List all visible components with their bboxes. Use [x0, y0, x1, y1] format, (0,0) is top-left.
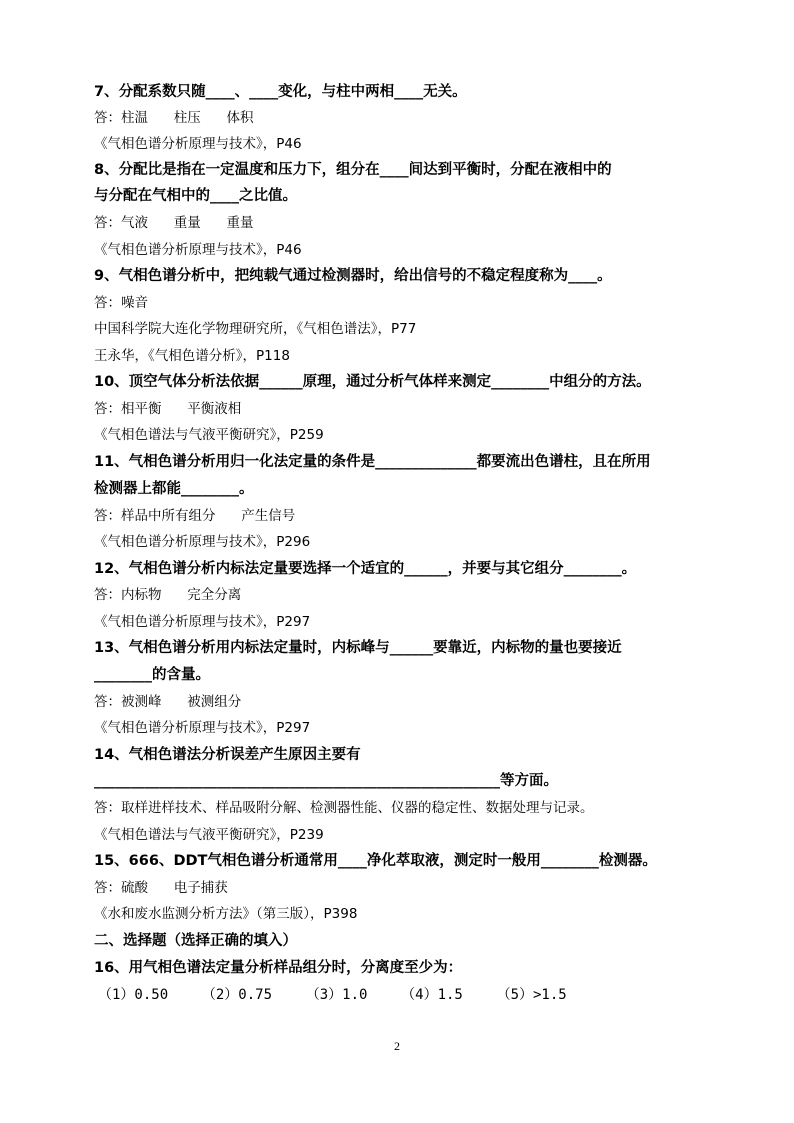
answer-14: 答：取样进样技术、样品吸附分解、检测器性能、仪器的稳定性、数据处理与记录。	[94, 800, 594, 816]
answer-12: 答：内标物 完全分离	[94, 587, 242, 603]
question-12: 12、气相色谱分析内标法定量要选择一个适宜的______，并要与其它组分________。	[94, 561, 637, 577]
question-7: 7、分配系数只随____、____变化，与柱中两相____无关。	[94, 84, 467, 100]
reference-12: 《气相色谱分析原理与技术》，P297	[94, 614, 311, 630]
reference-9b: 王永华，《气相色谱分析》，P118	[94, 348, 290, 364]
answer-15: 答：硫酸 电子捕获	[94, 880, 228, 896]
question-9: 9、气相色谱分析中，把纯载气通过检测器时，给出信号的不稳定程度称为____。	[94, 268, 612, 284]
answer-7: 答：柱温 柱压 体积	[94, 110, 254, 126]
question-14-cont: ________________________________________________________等方面。	[94, 773, 558, 789]
reference-13: 《气相色谱分析原理与技术》，P297	[94, 720, 311, 736]
question-8: 8、分配比是指在一定温度和压力下，组分在____间达到平衡时，分配在液相中的	[94, 162, 612, 178]
reference-9a: 中国科学院大连化学物理研究所，《气相色谱法》，P77	[94, 321, 417, 337]
reference-10: 《气相色谱法与气液平衡研究》，P259	[94, 427, 324, 443]
section-heading: 二、选择题（选择正确的填入）	[94, 933, 297, 949]
reference-11: 《气相色谱分析原理与技术》，P296	[94, 534, 311, 550]
answer-10: 答：相平衡 平衡液相	[94, 401, 242, 417]
question-11-cont: 检测器上都能________。	[94, 481, 254, 497]
question-16: 16、用气相色谱法定量分析样品组分时，分离度至少为：	[94, 960, 463, 976]
question-13: 13、气相色谱分析用内标法定量时，内标峰与______要靠近，内标物的量也要接近	[94, 640, 622, 656]
reference-8: 《气相色谱分析原理与技术》，P46	[94, 242, 302, 258]
reference-15: 《水和废水监测分析方法》（第三版），P398	[94, 906, 358, 922]
answer-13: 答：被测峰 被测组分	[94, 694, 242, 710]
answer-9: 答：噪音	[94, 295, 148, 311]
question-16-options: （1）0.50 （2）0.75 （3）1.0 （4）1.5 （5）>1.5	[98, 987, 567, 1003]
question-10: 10、顶空气体分析法依据______原理，通过分析气体样来测定________中组分的方法。	[94, 374, 651, 390]
question-15: 15、666、DDT气相色谱分析通常用____净化萃取液，测定时一般用________检测器。	[94, 853, 657, 869]
page-number: 2	[394, 1039, 400, 1053]
answer-8: 答：气液 重量 重量	[94, 215, 254, 231]
question-14: 14、气相色谱法分析误差产生原因主要有	[94, 747, 361, 763]
reference-14: 《气相色谱法与气液平衡研究》，P239	[94, 827, 324, 843]
question-11: 11、气相色谱分析用归一化法定量的条件是______________都要流出色谱柱，且在所用	[94, 454, 651, 470]
answer-11: 答：样品中所有组分 产生信号	[94, 508, 296, 524]
question-8-cont: 与分配在气相中的____之比值。	[94, 188, 297, 204]
question-13-cont: ________的含量。	[94, 667, 210, 683]
reference-7: 《气相色谱分析原理与技术》，P46	[94, 136, 302, 152]
